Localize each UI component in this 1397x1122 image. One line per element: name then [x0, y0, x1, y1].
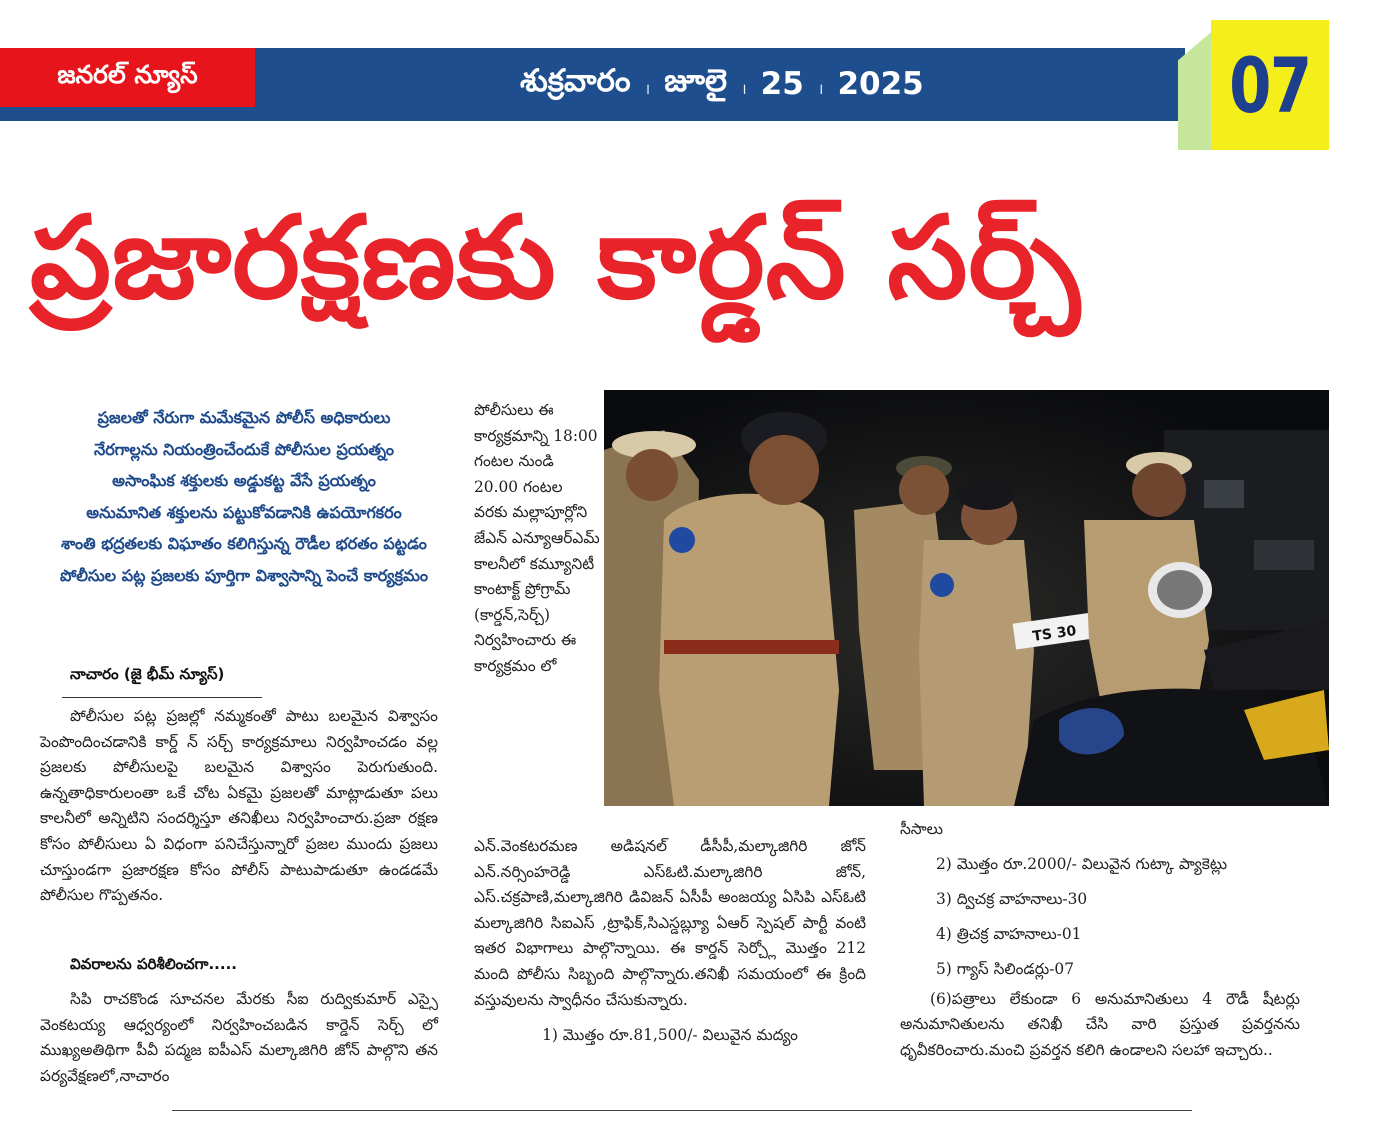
- date-year: 2025: [837, 66, 924, 102]
- header-date: [520, 62, 924, 106]
- date-month: జూలై: [664, 62, 727, 99]
- section-tag: జనరల్ న్యూస్: [0, 48, 255, 107]
- bottom-divider: [172, 1110, 1192, 1111]
- highlight-item: అసాంఘిక శక్తులకు అడ్డుకట్ట వేసే ప్రయత్నం: [112, 471, 376, 490]
- article-column-3: [474, 834, 866, 1049]
- highlight-item: నేరగాల్లను నియంత్రించేందుకే పోలీసుల ప్రయత్నం: [94, 439, 394, 459]
- plate-text: TS 30: [1031, 622, 1078, 645]
- highlight-item: ప్రజలతో నేరుగా మమేకమైన పోలీస్ అధికారులు: [97, 408, 391, 427]
- subheading: వివరాలను పరిశీలించగా.....: [70, 955, 237, 973]
- seized-item-1: 1) మొత్తం రూ.81,500/- విలువైన మద్యం: [542, 1026, 798, 1045]
- seized-items-list: [900, 847, 1300, 987]
- highlights-box: [35, 402, 453, 591]
- headline: ప్రజారక్షణకు కార్డన్ సర్చ్: [30, 191, 1082, 324]
- article-column-2: పోలీసులు ఈ కార్యక్రమాన్ని 18:00 గంటల నుండి 20.00 గంటల వరకు మల్లాపూర్లోని జేఎన్ ఎన్యూఆర్ఎమ్ కాలనీలో కమ్యూనిటీ కాంటాక్ట్ ప్రోగ్రామ్ (కార్డన్,సెర్చ్) నిర్వహించారు ఈ కార్యక్రమం లో: [474, 401, 600, 675]
- date-separator: ।: [740, 80, 747, 98]
- seized-item-4: 4) త్రిచక్ర వాహనాలు-01: [936, 924, 1082, 943]
- date-day: శుక్రవారం: [520, 62, 631, 99]
- article-paragraph-3: ఎన్.వెంకటరమణ అడిషనల్ డీసీపీ,మల్కాజిగిరి జోన్ ఎన్.నర్సింహరెడ్డి ఎస్ఓటి.మల్కాజిగిరి జోన్, ఎస్.చక్రపాణి,మల్కాజిగిరి డివిజన్ ఏసీపీ అంజయ్య ఏసిపి ఎస్ఓటి మల్కాజిగిరి సిఐఎస్ ,ట్రాఫిక్,సిఎస్డబ్ల్యూ ఏఆర్ స్పెషల్ పార్టీ వంటి ఇతర విభాగాలు పాల్గొన్నాయి. ఈ కార్డన్ సెర్చ్లో మొత్తం 212 మంది పోలీసు సిబ్బంది పాల్గొన్నారు.తనిఖీ సమయంలో ఈ క్రింది వస్తువులను స్వాధీనం చేసుకున్నారు.: [474, 837, 866, 1009]
- highlight-item: అనుమానిత శక్తులను పట్టుకోవడానికి ఉపయోగకరం: [86, 502, 402, 522]
- date-separator: ।: [817, 80, 824, 98]
- dateline: నాచారం (జై భీమ్ న్యూస్): [70, 665, 225, 683]
- date-separator: ।: [644, 80, 651, 98]
- highlight-item: శాంతి భద్రతలకు విఘాతం కలిగిస్తున్న రౌడీల భరతం పట్టడం: [61, 534, 427, 553]
- article-column-4: [900, 817, 1300, 1063]
- article-paragraph-4: (6)పత్రాలు లేకుండా 6 అనుమానితులు 4 రౌడీ షీటర్లు అనుమానితులను తనిఖీ చేసి వారి ప్రస్తుత ప్రవర్తనను ధృవీకరించారు.మంచి ప్రవర్తన కలిగి ఉండాలని సలహా ఇచ్చారు..: [900, 989, 1300, 1059]
- article-paragraph-2: సిపి రాచకొండ సూచనల మేరకు సీఐ రుద్వికుమార్ ఎస్సై వెంకటయ్య ఆధ్వర్యంలో నిర్వహించబడిన కార్డెన్ సెర్చ్ లో ముఖ్యఅతిథిగా పీవీ పద్మజ ఐపీఎస్ మల్కాజిగిరి జోన్ పాల్గొని తన పర్యవేక్షణలో,నాచారం: [40, 990, 438, 1085]
- seized-item-5: 5) గ్యాస్ సిలిండర్లు-07: [936, 959, 1074, 978]
- page-number: 07: [1229, 40, 1311, 130]
- page-number-box: [1211, 20, 1329, 150]
- dateline-divider: [62, 697, 262, 698]
- seized-item-2: 2) మొత్తం రూ.2000/- విలువైన గుట్కా ప్యాకెట్లు: [936, 854, 1228, 873]
- seized-item-1-continued: సీసాలు: [900, 820, 943, 838]
- date-date: 25: [760, 66, 804, 102]
- highlight-item: పోలీసుల పట్ల ప్రజలకు పూర్తిగా విశ్వాసాన్ని పెంచే కార్యక్రమం: [60, 565, 428, 585]
- article-photo: [604, 390, 1329, 806]
- seized-item-3: 3) ద్విచక్ర వాహనాలు-30: [936, 889, 1088, 908]
- article-paragraph-1: పోలీసుల పట్ల ప్రజల్లో నమ్మకంతో పాటు బలమైన విశ్వాసం పెంపొందించడానికి కార్డ్ న్ సర్చ్ కార్యక్రమాలు నిర్వహించడం వల్ల ప్రజలకు పోలీసులపై బలమైన విశ్వాసం పెరుగుతుంది. ఉన్నతాధికారులంతా ఒకే చోట ఏకమై ప్రజలతో మాట్లాడుతూ పలు కాలనీలో అన్నిటిని సందర్శిస్తూ తనిఖీలు నిర్వహించారు.ప్రజా రక్షణ కోసం పోలీసులు ఏ విధంగా పనిచేస్తున్నారో ప్రజల ముందు ప్రజలు చూస్తుండగా ప్రజారక్షణ కోసం పోలీస్ పాటుపాడుతూ ఉండడమే పోలీసుల గొప్పతనం.: [40, 707, 438, 905]
